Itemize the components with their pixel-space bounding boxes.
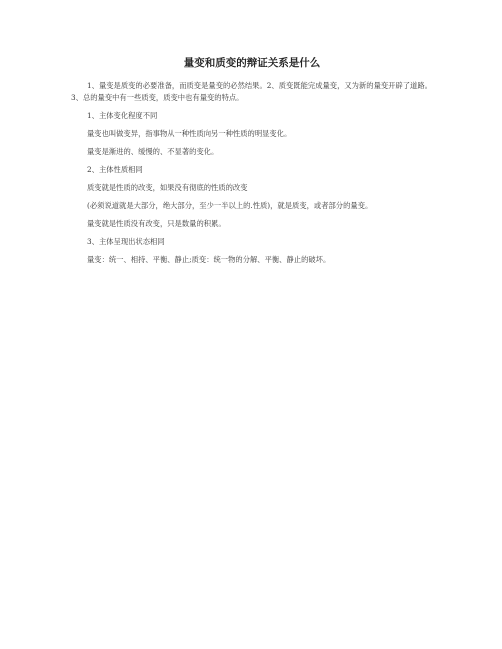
- paragraph-3: 质变就是性质的改变，如果没有彻底的性质的改变: [87, 183, 248, 192]
- document-body: [71, 56, 433, 272]
- intro-paragraph: 1、量变是质变的必要准备，而质变是量变的必然结果。2、质变既能完成量变，又为新的量变开辟了道路。3、总的量变中有一些质变，质变中也有量变的特点。: [71, 81, 432, 102]
- paragraph-6: 量变：统一、相持、平衡、静止;质变：统一物的分解、平衡、静止的破坏。: [87, 255, 331, 264]
- paragraph-5: 量变就是性质没有改变，只是数量的积累。: [87, 219, 226, 228]
- section-heading-2: 2、主体性质相同: [87, 165, 143, 174]
- paragraph-4: (必须说道就是大部分，绝大部分，至少一半以上的.性质)，就是质变，或者部分的量变。: [87, 201, 373, 210]
- section-heading-1: 1、主体变化程度不同: [87, 111, 158, 120]
- document-title: 量变和质变的辩证关系是什么: [183, 57, 321, 69]
- section-heading-3: 3、主体呈现出状态相同: [87, 237, 165, 246]
- paragraph-1: 量变也叫做变异，指事物从一种性质向另一种性质的明显变化。: [87, 129, 292, 138]
- paragraph-2: 量变是渐进的、缓慢的、不显著的变化。: [87, 147, 219, 156]
